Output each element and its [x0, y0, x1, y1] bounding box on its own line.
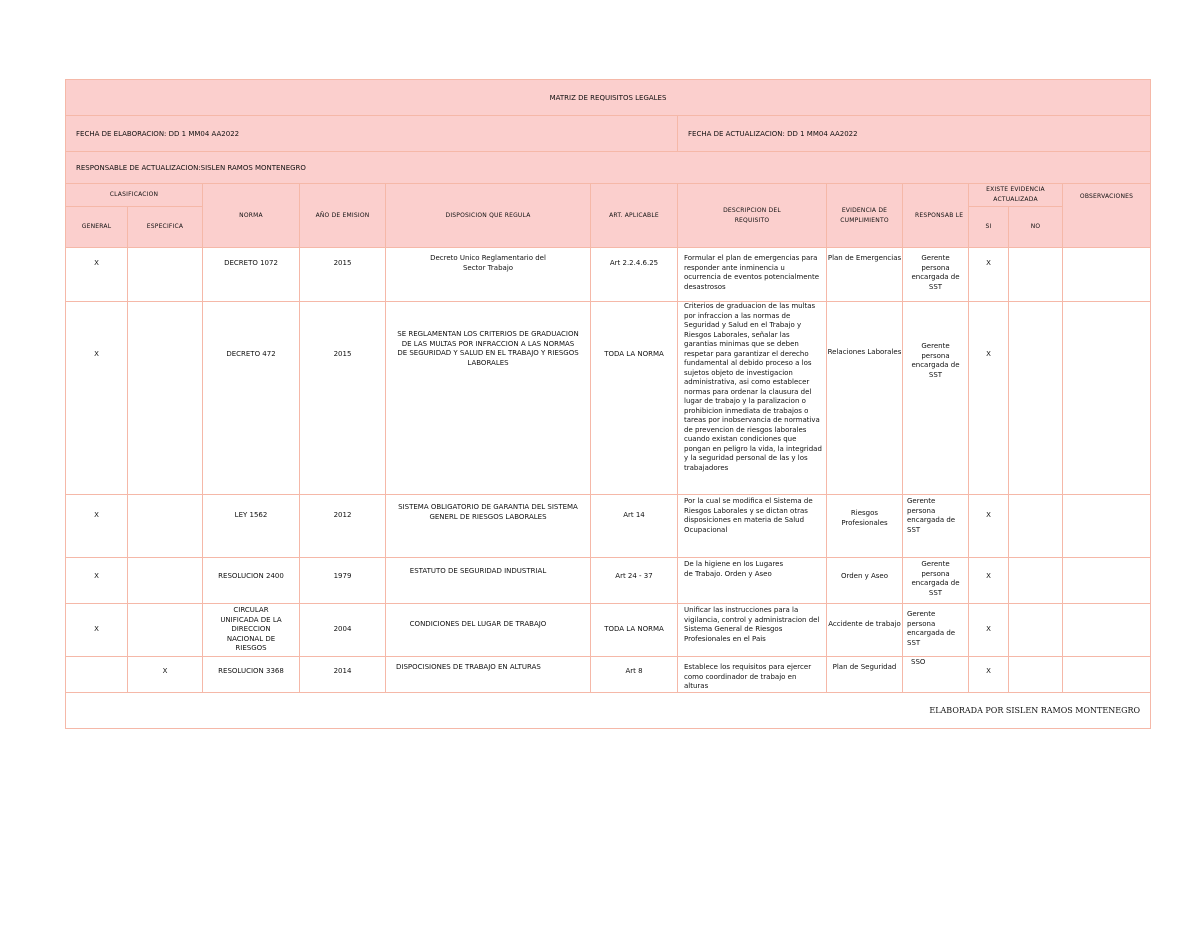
- col-anio: AÑO DE EMISION: [300, 184, 386, 248]
- matrix-title: MATRIZ DE REQUISITOS LEGALES: [66, 80, 1151, 116]
- cell-articulo: Art 24 - 37: [591, 558, 678, 604]
- cell-especifica: [128, 495, 203, 558]
- col-norma: NORMA: [203, 184, 300, 248]
- col-si: SI: [969, 207, 1009, 248]
- cell-articulo: Art 2.2.4.6.25: [591, 248, 678, 302]
- cell-si: X: [969, 248, 1009, 302]
- cell-disposicion: SISTEMA OBLIGATORIO DE GARANTIA DEL SISTEMA GENERL DE RIESGOS LABORALES: [386, 495, 591, 558]
- cell-descripcion: Por la cual se modifica el Sistema de Riesgos Laborales y se dictan otras disposiciones en materia de Salud Ocupacional: [678, 495, 827, 558]
- cell-especifica: X: [128, 657, 203, 693]
- cell-general: X: [66, 558, 128, 604]
- cell-especifica: [128, 248, 203, 302]
- cell-descripcion: Establece los requisitos para ejercer como coordinador de trabajo en alturas: [678, 657, 827, 693]
- col-observaciones: OBSERVACIONES: [1063, 184, 1151, 248]
- cell-especifica: [128, 558, 203, 604]
- cell-articulo: Art 14: [591, 495, 678, 558]
- cell-si: X: [969, 495, 1009, 558]
- cell-si: X: [969, 657, 1009, 693]
- cell-disposicion: CONDICIONES DEL LUGAR DE TRABAJO: [386, 604, 591, 657]
- cell-norma: LEY 1562: [203, 495, 300, 558]
- col-evidencia: EVIDENCIA DE CUMPLIMIENTO: [827, 184, 903, 248]
- cell-general: X: [66, 302, 128, 495]
- cell-anio: 1979: [300, 558, 386, 604]
- responsable-actualizacion: RESPONSABLE DE ACTUALIZACION:SISLEN RAMOS MONTENEGRO: [66, 152, 1151, 184]
- cell-responsable: Gerente persona encargada de SST: [903, 248, 969, 302]
- table-row: [66, 302, 1151, 495]
- cell-articulo: Art 8: [591, 657, 678, 693]
- col-no: NO: [1009, 207, 1063, 248]
- fecha-elaboracion: FECHA DE ELABORACION: DD 1 MM04 AA2022: [66, 116, 678, 152]
- cell-descripcion: Unificar las instrucciones para la vigilancia, control y administracion del Sistema General de Riesgos Profesionales en el Pais: [678, 604, 827, 657]
- table-row: [66, 495, 1151, 558]
- cell-disposicion: ESTATUTO DE SEGURIDAD INDUSTRIAL: [386, 558, 591, 604]
- matrix-table: [65, 79, 1151, 729]
- cell-anio: 2015: [300, 302, 386, 495]
- cell-disposicion: DISPOCISIONES DE TRABAJO EN ALTURAS: [386, 657, 591, 693]
- cell-norma: DECRETO 472: [203, 302, 300, 495]
- col-clasificacion: CLASIFICACION: [66, 184, 203, 207]
- cell-descripcion: Formular el plan de emergencias para responder ante inminencia u ocurrencia de eventos potencialmente desastrosos: [678, 248, 827, 302]
- cell-no: [1009, 248, 1063, 302]
- cell-anio: 2012: [300, 495, 386, 558]
- elaborada-por: ELABORADA POR SISLEN RAMOS MONTENEGRO: [66, 692, 1151, 728]
- cell-evidencia: Accidente de trabajo: [827, 604, 903, 657]
- table-row: [66, 604, 1151, 657]
- cell-evidencia: Plan de Seguridad: [827, 657, 903, 693]
- header-row-1: [66, 184, 1151, 207]
- cell-responsable: SSO: [903, 657, 969, 693]
- cell-norma: RESOLUCION 3368: [203, 657, 300, 693]
- footer-row: [66, 692, 1151, 728]
- cell-anio: 2015: [300, 248, 386, 302]
- cell-anio: 2004: [300, 604, 386, 657]
- cell-observaciones: [1063, 657, 1151, 693]
- col-articulo: ART. APLICABLE: [591, 184, 678, 248]
- cell-observaciones: [1063, 248, 1151, 302]
- legal-requirements-matrix: [65, 79, 1150, 729]
- table-row: [66, 248, 1151, 302]
- cell-articulo: TODA LA NORMA: [591, 604, 678, 657]
- col-descripcion: DESCRIPCION DEL REQUISITO: [678, 184, 827, 248]
- cell-observaciones: [1063, 495, 1151, 558]
- cell-descripcion: Criterios de graduacion de las multas por infraccion a las normas de Seguridad y Salud en el Trabajo y Riesgos Laborales, señalar las garantias minimas que se deben respetar para garantizar el derecho fundamental al debido proceso a los sujetos objeto de investigacion administrativa, asi como establecer normas para ordenar la clausura del lugar de trabajo y la paralizacion o prohibicion inmediata de trabajos o tareas por inobservancia de normativa de prevencion de riesgos laborales cuando existan condiciones que pongan en peligro la vida, la integridad y la seguridad personal de las y los trabajadores: [678, 302, 827, 495]
- cell-observaciones: [1063, 558, 1151, 604]
- title-row: [66, 80, 1151, 116]
- cell-norma: DECRETO 1072: [203, 248, 300, 302]
- dates-row: [66, 116, 1151, 152]
- cell-general: X: [66, 248, 128, 302]
- cell-observaciones: [1063, 604, 1151, 657]
- cell-anio: 2014: [300, 657, 386, 693]
- cell-responsable: Gerente persona encargada de SST: [903, 558, 969, 604]
- col-especifica: ESPECIFICA: [128, 207, 203, 248]
- cell-general: [66, 657, 128, 693]
- col-existe-evidencia: EXISTE EVIDENCIA ACTUALIZADA: [969, 184, 1063, 207]
- cell-no: [1009, 302, 1063, 495]
- cell-norma: RESOLUCION 2400: [203, 558, 300, 604]
- cell-responsable: Gerente persona encargada de SST: [903, 495, 969, 558]
- cell-norma: CIRCULAR UNIFICADA DE LA DIRECCION NACIONAL DE RIESGOS: [203, 604, 300, 657]
- cell-responsable: Gerente persona encargada de SST: [903, 604, 969, 657]
- col-general: GENERAL: [66, 207, 128, 248]
- fecha-actualizacion: FECHA DE ACTUALIZACION: DD 1 MM04 AA2022: [678, 116, 1151, 152]
- responsable-row: [66, 152, 1151, 184]
- cell-no: [1009, 495, 1063, 558]
- cell-observaciones: [1063, 302, 1151, 495]
- cell-evidencia: Riesgos Profesionales: [827, 495, 903, 558]
- cell-general: X: [66, 604, 128, 657]
- cell-evidencia: Plan de Emergencias: [827, 248, 903, 302]
- cell-si: X: [969, 604, 1009, 657]
- col-disposicion: DISPOSICION QUE REGULA: [386, 184, 591, 248]
- cell-no: [1009, 604, 1063, 657]
- cell-no: [1009, 558, 1063, 604]
- cell-evidencia: Orden y Aseo: [827, 558, 903, 604]
- cell-si: X: [969, 558, 1009, 604]
- table-row: [66, 558, 1151, 604]
- table-row: [66, 657, 1151, 693]
- cell-especifica: [128, 302, 203, 495]
- cell-especifica: [128, 604, 203, 657]
- cell-articulo: TODA LA NORMA: [591, 302, 678, 495]
- col-responsable: RESPONSAB LE: [903, 184, 969, 248]
- cell-disposicion: Decreto Unico Reglamentario del Sector Trabajo: [386, 248, 591, 302]
- cell-general: X: [66, 495, 128, 558]
- cell-disposicion: SE REGLAMENTAN LOS CRITERIOS DE GRADUACION DE LAS MULTAS POR INFRACCION A LAS NORMAS DE SEGURIDAD Y SALUD EN EL TRABAJO Y RIESGOS LABORALES: [386, 302, 591, 495]
- cell-evidencia: Relaciones Laborales: [827, 302, 903, 495]
- cell-si: X: [969, 302, 1009, 495]
- cell-responsable: Gerente persona encargada de SST: [903, 302, 969, 495]
- cell-descripcion: De la higiene en los Lugares de Trabajo. Orden y Aseo: [678, 558, 827, 604]
- cell-no: [1009, 657, 1063, 693]
